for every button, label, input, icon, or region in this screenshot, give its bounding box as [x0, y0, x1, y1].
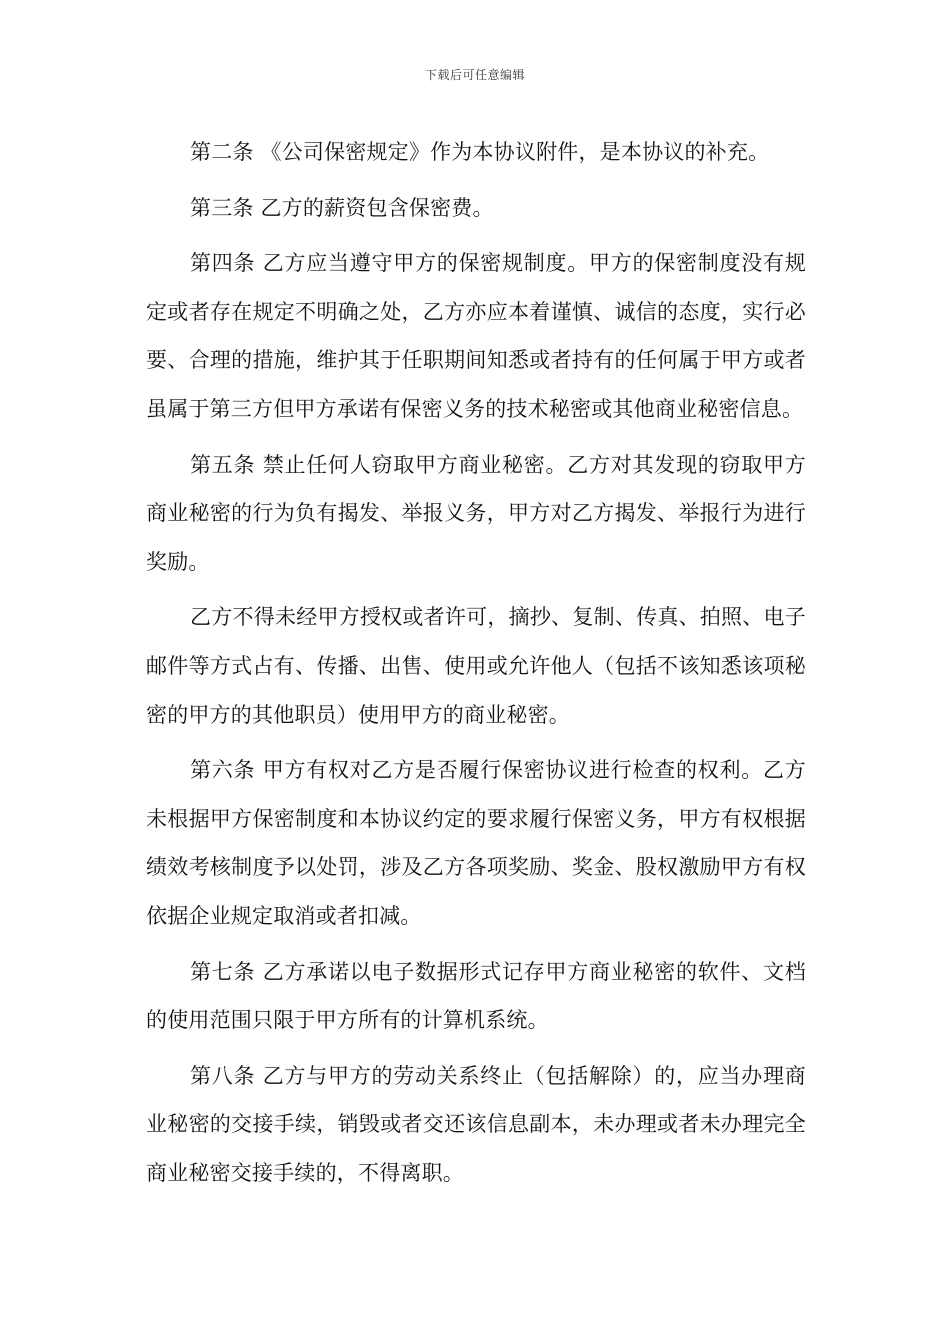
clause-6-paragraph: 第六条 甲方有权对乙方是否履行保密协议进行检查的权利。乙方未根据甲方保密制度和本协议约定的要求履行保密义务，甲方有权根据绩效考核制度予以处罚，涉及乙方各项奖励、奖金、股权激励甲方有权依据企业规定取消或者扣减。 — [146, 758, 806, 928]
clause-3-paragraph: 第三条 乙方的薪资包含保密费。 — [190, 195, 494, 220]
clause-8-paragraph: 第八条 乙方与甲方的劳动关系终止（包括解除）的，应当办理商业秘密的交接手续，销毁或者交还该信息副本，未办理或者未办理完全商业秘密交接手续的，不得离职。 — [146, 1063, 806, 1185]
clause-2-paragraph: 第二条 《公司保密规定》作为本协议附件，是本协议的补充。 — [190, 140, 770, 164]
clause-4-paragraph: 第四条 乙方应当遵守甲方的保密规制度。甲方的保密制度没有规定或者存在规定不明确之处，乙方亦应本着谨慎、诚信的态度，实行必要、合理的措施，维护其于任职期间知悉或者持有的任何属于甲方或者虽属于第三方但甲方承诺有保密义务的技术秘密或其他商业秘密信息。 — [146, 251, 806, 421]
page-header-note: 下载后可任意编辑 — [424, 68, 525, 82]
document-body — [146, 128, 806, 1204]
clause-7-paragraph: 第七条 乙方承诺以电子数据形式记存甲方商业秘密的软件、文档的使用范围只限于甲方所有的计算机系统。 — [146, 959, 806, 1033]
clause-5-continuation-paragraph: 乙方不得未经甲方授权或者许可，摘抄、复制、传真、拍照、电子邮件等方式占有、传播、出售、使用或允许他人（包括不该知悉该项秘密的甲方的其他职员）使用甲方的商业秘密。 — [146, 605, 806, 727]
clause-5-paragraph: 第五条 禁止任何人窃取甲方商业秘密。乙方对其发现的窃取甲方商业秘密的行为负有揭发、举报义务，甲方对乙方揭发、举报行为进行奖励。 — [146, 452, 806, 574]
